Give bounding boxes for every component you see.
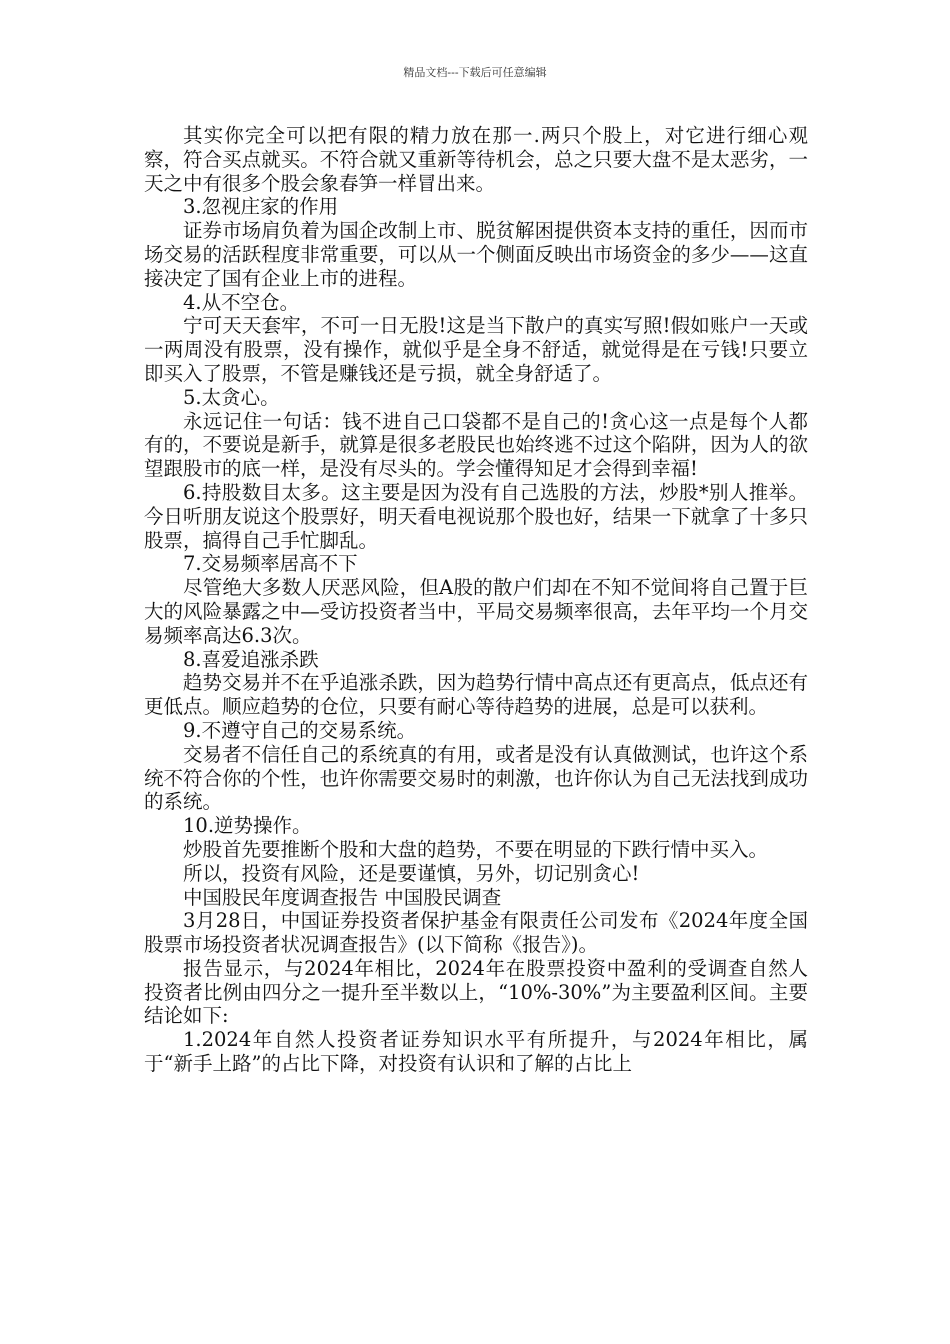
paragraph-item-5: 永远记住一句话：钱不进自己口袋都不是自己的!贪心这一点是每个人都有的，不要说是新手，就算是很多老股民也始终逃不过这个陷阱，因为人的欲望跟股市的底一样，是没有尽头的。学会懂得知足才会得到幸福!: [144, 409, 808, 481]
heading-item-4: 4.从不空仓。: [183, 290, 300, 314]
paragraph-item-8: 趋势交易并不在乎追涨杀跌，因为趋势行情中高点还有更高点，低点还有更低点。顺应趋势的仓位，只要有耐心等待趋势的进展，总是可以获利。: [144, 671, 808, 719]
paragraph-item-6: 6.持股数目太多。这主要是因为没有自己选股的方法，炒股*别人推举。今日听朋友说这个股票好，明天看电视说那个股也好，结果一下就拿了十多只股票，搞得自己手忙脚乱。: [144, 480, 808, 552]
paragraph-item-9: 交易者不信任自己的系统真的有用，或者是没有认真做测试，也许这个系统不符合你的个性，也许你需要交易时的刺激，也许你认为自己无法找到成功的系统。: [144, 742, 808, 814]
paragraph-item-7: 尽管绝大多数人厌恶风险，但A股的散户们却在不知不觉间将自己置于巨大的风险暴露之中—受访投资者当中，平局交易频率很高，去年平均一个月交易频率高达6.3次。: [144, 576, 808, 647]
section-title-survey: 中国股民年度调查报告 中国股民调查: [183, 885, 502, 909]
paragraph-survey-point-1: 1.2024年自然人投资者证券知识水平有所提升，与2024年相比，属于“新手上路”的占比下降，对投资有认识和了解的占比上: [144, 1028, 808, 1076]
heading-item-8: 8.喜爱追涨杀跌: [183, 647, 319, 671]
heading-item-7: 7.交易频率居高不下: [183, 552, 358, 576]
heading-item-3: 3.忽视庄家的作用: [183, 195, 339, 219]
heading-item-9: 9.不遵守自己的交易系统。: [183, 718, 417, 742]
paragraph-intro: 其实你完全可以把有限的精力放在那一.两只个股上，对它进行细心观察，符合买点就买。不符合就又重新等待机会，总之只要大盘不是太恶劣，一天之中有很多个股会象春笋一样冒出来。: [144, 124, 808, 195]
paragraph-item-3: 证券市场肩负着为国企改制上市、脱贫解困提供资本支持的重任，因而市场交易的活跃程度非常重要，可以从一个侧面反映出市场资金的多少——这直接决定了国有企业上市的进程。: [144, 219, 808, 290]
document-body: [144, 124, 808, 1076]
paragraph-item-10: 炒股首先要推断个股和大盘的趋势，不要在明显的下跌行情中买入。: [183, 837, 769, 861]
page-header: 精品文档---下载后可任意编辑: [403, 66, 547, 79]
heading-item-5: 5.太贪心。: [183, 385, 280, 409]
paragraph-item-4: 宁可天天套牢，不可一日无股!这是当下散户的真实写照!假如账户一天或一两周没有股票，没有操作，就似乎是全身不舒适，就觉得是在亏钱!只要立即买入了股票，不管是赚钱还是亏损，就全身舒适了。: [144, 314, 808, 385]
paragraph-survey-findings: 报告显示，与2024年相比，2024年在股票投资中盈利的受调查自然人投资者比例由四分之一提升至半数以上，“10%-30%”为主要盈利区间。主要结论如下:: [144, 956, 808, 1028]
paragraph-survey-release: 3月28日，中国证券投资者保护基金有限责任公司发布《2024年度全国股票市场投资者状况调查报告》(以下简称《报告》)。: [144, 909, 808, 957]
heading-item-10: 10.逆势操作。: [183, 814, 312, 838]
paragraph-conclusion: 所以，投资有风险，还是要谨慎，另外，切记别贪心!: [183, 861, 640, 885]
